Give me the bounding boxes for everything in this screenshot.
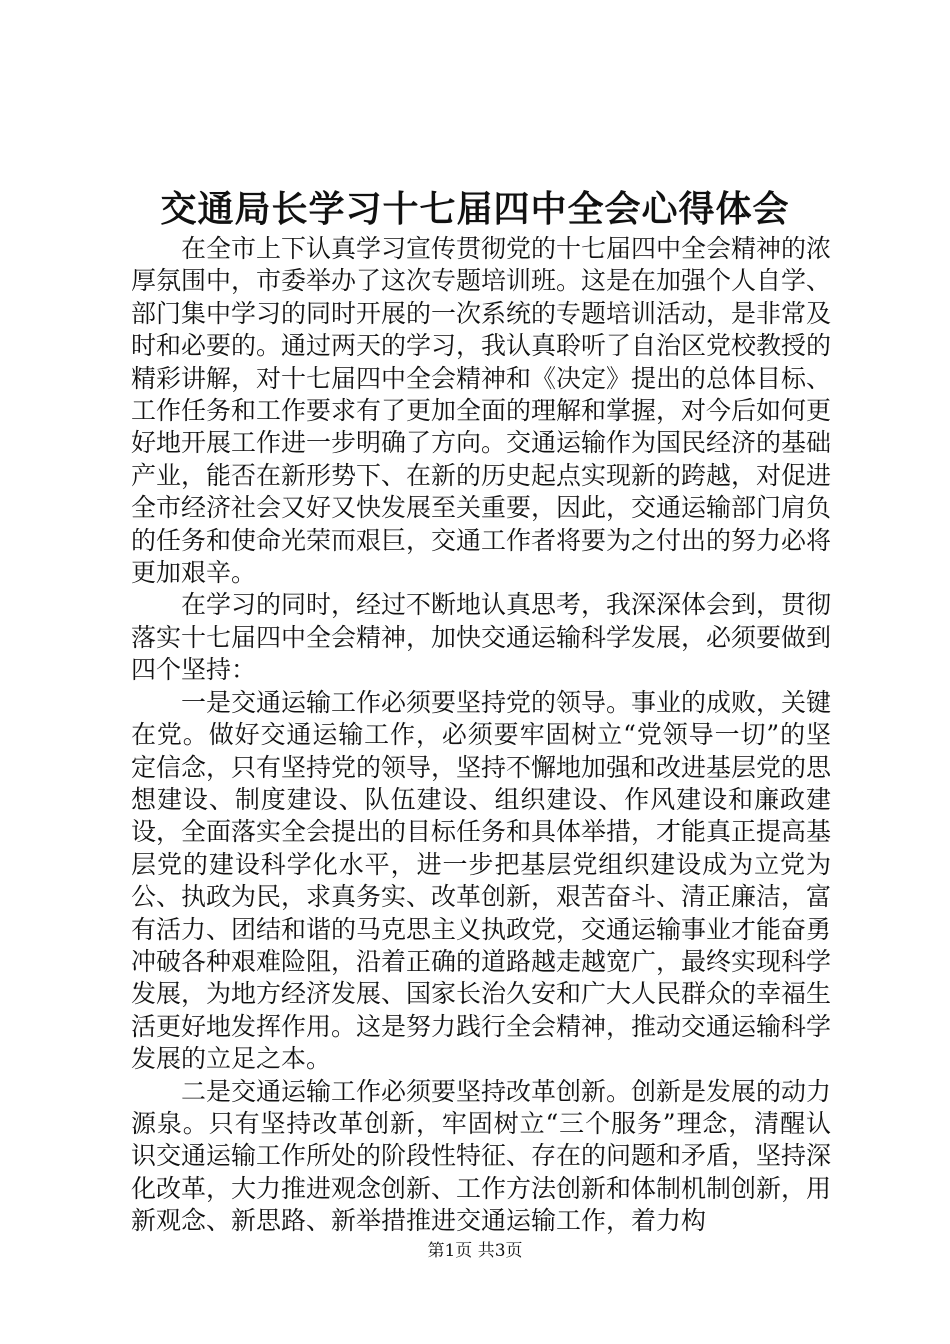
page-footer: 第1页 共3页 — [427, 1241, 523, 1261]
document-title: 交通局长学习十七届四中全会心得体会 — [160, 188, 790, 230]
paragraph-1: 在全市上下认真学习宣传贯彻党的十七届四中全会精神的浓厚氛围中，市委举办了这次专题培训班。这是在加强个人自学、部门集中学习的同时开展的一次系统的专题培训活动，是非常及时和必要的。通过两天的学习，我认真聆听了自治区党校教授的精彩讲解，对十七届四中全会精神和《决定》提出的总体目标、工作任务和工作要求有了更加全面的理解和掌握，对今后如何更好地开展工作进一步明确了方向。交通运输作为国民经济的基础产业，能否在新形势下、在新的历史起点实现新的跨越，对促进全市经济社会又好又快发展至关重要，因此，交通运输部门肩负的任务和使命光荣而艰巨，交通工作者将要为之付出的努力必将更加艰辛。 — [131, 234, 832, 588]
paragraph-3: 一是交通运输工作必须要坚持党的领导。事业的成败，关键在党。做好交通运输工作，必须要牢固树立“党领导一切”的坚定信念，只有坚持党的领导，坚持不懈地加强和改进基层党的思想建设、制度建设、队伍建设、组织建设、作风建设和廉政建设，全面落实全会提出的目标任务和具体举措，才能真正提高基层党的建设科学化水平，进一步把基层党组织建设成为立党为公、执政为民，求真务实、改革创新，艰苦奋斗、清正廉洁，富有活力、团结和谐的马克思主义执政党，交通运输事业才能奋勇冲破各种艰难险阻，沿着正确的道路越走越宽广，最终实现科学发展，为地方经济发展、国家长治久安和广大人民群众的幸福生活更好地发挥作用。这是努力践行全会精神，推动交通运输科学发展的立足之本。 — [131, 687, 832, 1074]
paragraph-2: 在学习的同时，经过不断地认真思考，我深深体会到，贯彻落实十七届四中全会精神，加快交通运输科学发展，必须要做到四个坚持： — [131, 590, 832, 685]
document-body — [131, 233, 831, 1238]
paragraph-4: 二是交通运输工作必须要坚持改革创新。创新是发展的动力源泉。只有坚持改革创新，牢固树立“三个服务”理念，清醒认识交通运输工作所处的阶段性特征、存在的问题和矛盾，坚持深化改革，大力推进观念创新、工作方法创新和体制机制创新，用新观念、新思路、新举措推进交通运输工作，着力构 — [131, 1076, 832, 1236]
